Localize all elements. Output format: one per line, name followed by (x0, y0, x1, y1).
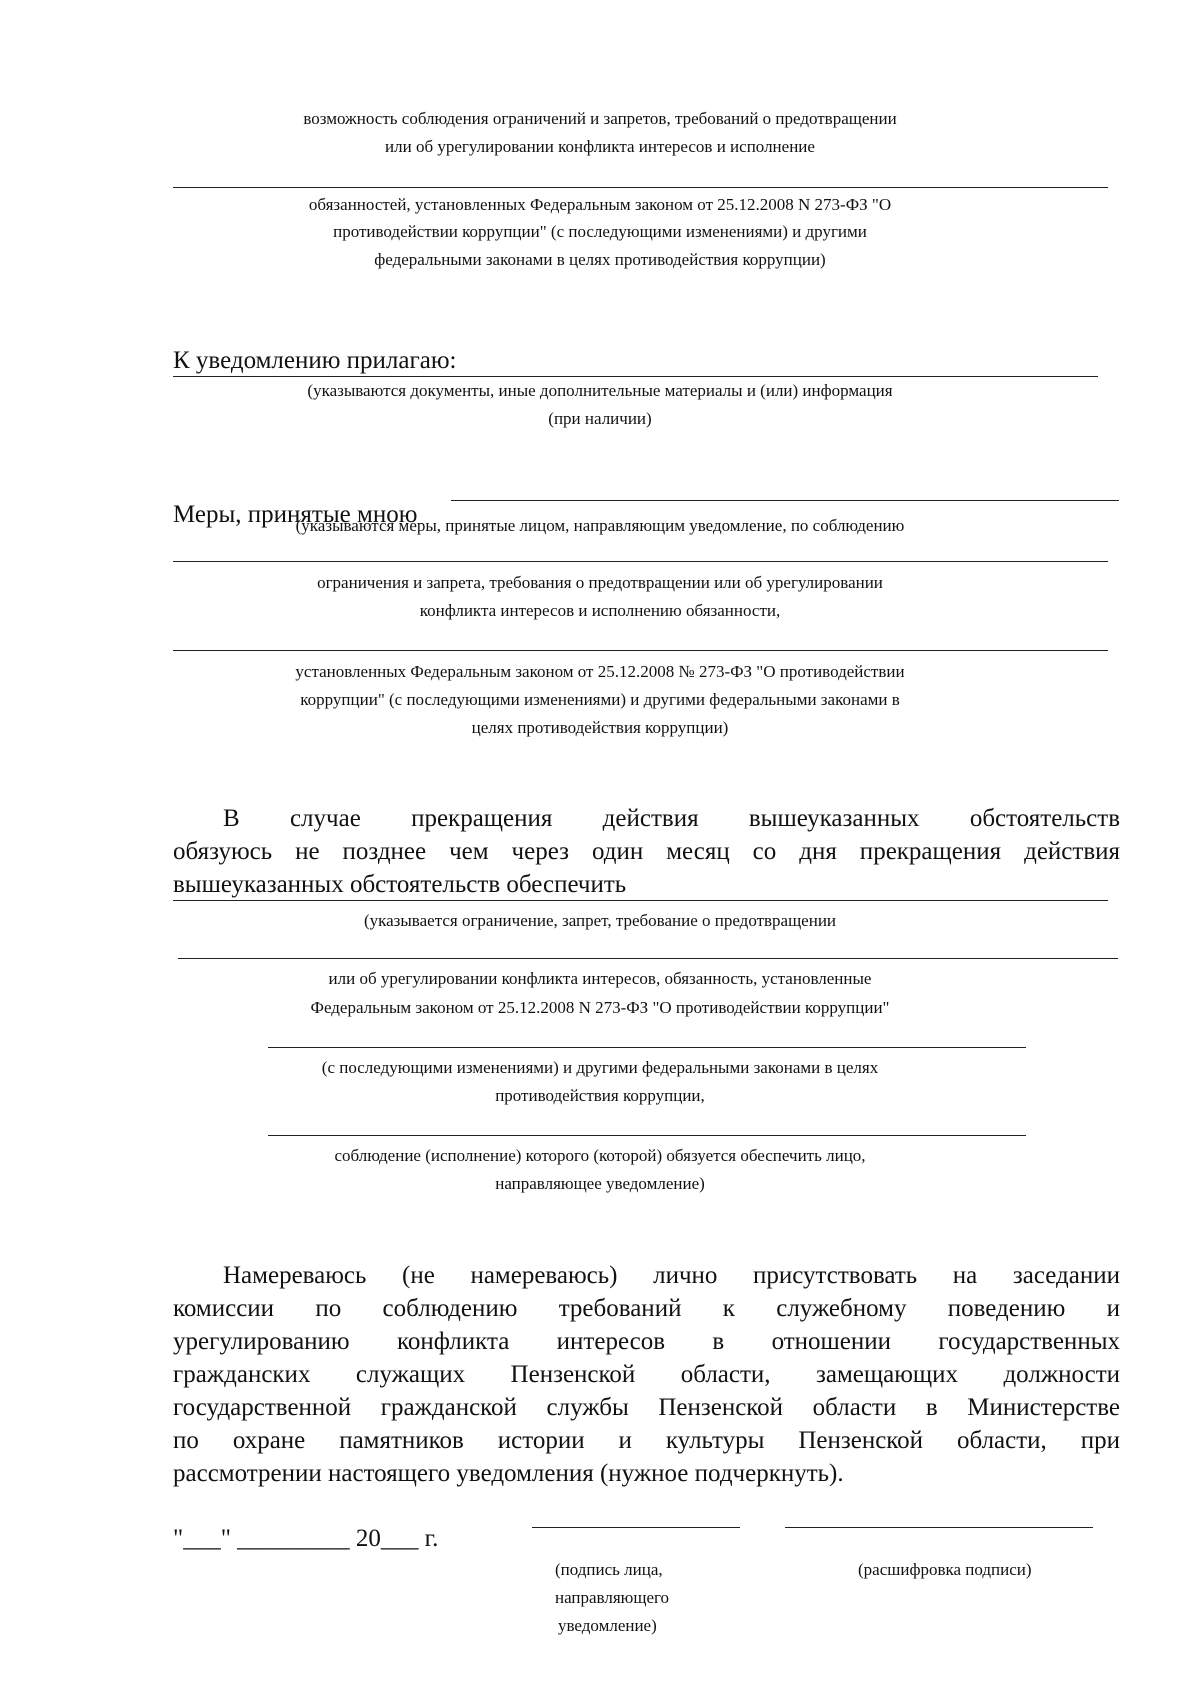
intent-line-4: гражданских служащих Пензенской области, замещающих должности (173, 1361, 1120, 1388)
measures-fill-line (451, 500, 1119, 501)
measures-heading: Меры, принятые мною (173, 501, 418, 528)
attach-heading: К уведомлению прилагаю: (173, 347, 457, 374)
date-field: "___" _________ 20___ г. (173, 1525, 439, 1552)
measures-hint-1: (указываются меры, принятые лицом, направляющим уведомление, по соблюдению (295, 516, 905, 535)
obligation-hint-5: противодействия коррупции, (495, 1086, 705, 1105)
obligation-line-1: В случае прекращения действия вышеуказанных обстоятельств (223, 805, 1120, 832)
obligation-hint-6: соблюдение (исполнение) которого (которой) обязуется обеспечить лицо, (334, 1146, 866, 1165)
fill-line (178, 958, 1118, 959)
fill-line (173, 187, 1108, 188)
fill-line (173, 650, 1108, 651)
intent-line-5: государственной гражданской службы Пензенской области в Министерстве (173, 1394, 1120, 1421)
intent-line-3: урегулированию конфликта интересов в отношении государственных (173, 1328, 1120, 1355)
measures-hint-3: конфликта интересов и исполнению обязанности, (419, 601, 781, 620)
decode-hint: (расшифровка подписи) (858, 1560, 1032, 1579)
obligation-line-3: вышеуказанных обстоятельств обеспечить (173, 871, 627, 898)
signature-hint-2: направляющего (555, 1588, 670, 1607)
fill-line (268, 1135, 1026, 1136)
fill-line (268, 1047, 1026, 1048)
obligation-hint-7: направляющее уведомление) (495, 1174, 705, 1193)
signature-hint-1: (подпись лица, (555, 1560, 663, 1579)
signature-line (532, 1527, 740, 1528)
obligation-hint-1: (указывается ограничение, запрет, требование о предотвращении (363, 911, 837, 930)
fill-line (173, 561, 1108, 562)
top-line-5: федеральными законами в целях противодействия коррупции) (374, 250, 826, 269)
top-line-4: противодействии коррупции" (с последующими изменениями) и другими (333, 222, 867, 241)
attach-hint-1: (указываются документы, иные дополнительные материалы и (или) информация (307, 381, 893, 400)
intent-line-1: Намереваюсь (не намереваюсь) лично присутствовать на заседании (223, 1262, 1120, 1289)
measures-hint-2: ограничения и запрета, требования о предотвращении или об урегулировании (317, 573, 883, 592)
top-line-1: возможность соблюдения ограничений и запретов, требований о предотвращении (303, 109, 897, 128)
obligation-hint-3: Федеральным законом от 25.12.2008 N 273-ФЗ "О противодействии коррупции" (310, 998, 890, 1017)
intent-line-6: по охране памятников истории и культуры Пензенской области, при (173, 1427, 1120, 1454)
signature-hint-3: уведомление) (558, 1616, 657, 1635)
measures-hint-6: целях противодействия коррупции) (471, 718, 729, 737)
obligation-hint-2: или об урегулировании конфликта интересов, обязанность, установленные (328, 969, 872, 988)
top-line-3: обязанностей, установленных Федеральным законом от 25.12.2008 N 273-ФЗ "О (308, 195, 892, 214)
attach-fill-line (173, 376, 1098, 377)
intent-line-2: комиссии по соблюдению требований к служебному поведению и (173, 1295, 1120, 1322)
top-line-2: или об урегулировании конфликта интересов и исполнение (385, 137, 815, 156)
fill-line (173, 900, 1108, 901)
measures-hint-4: установленных Федеральным законом от 25.12.2008 № 273-ФЗ "О противодействии (295, 662, 905, 681)
attach-hint-2: (при наличии) (548, 409, 652, 428)
measures-hint-5: коррупции" (с последующими изменениями) и другими федеральными законами в (300, 690, 900, 709)
intent-line-7: рассмотрении настоящего уведомления (нужное подчеркнуть). (173, 1460, 844, 1487)
decode-line (785, 1527, 1093, 1528)
obligation-hint-4: (с последующими изменениями) и другими федеральными законами в целях (321, 1058, 879, 1077)
obligation-line-2: обязуюсь не позднее чем через один месяц со дня прекращения действия (173, 838, 1120, 865)
